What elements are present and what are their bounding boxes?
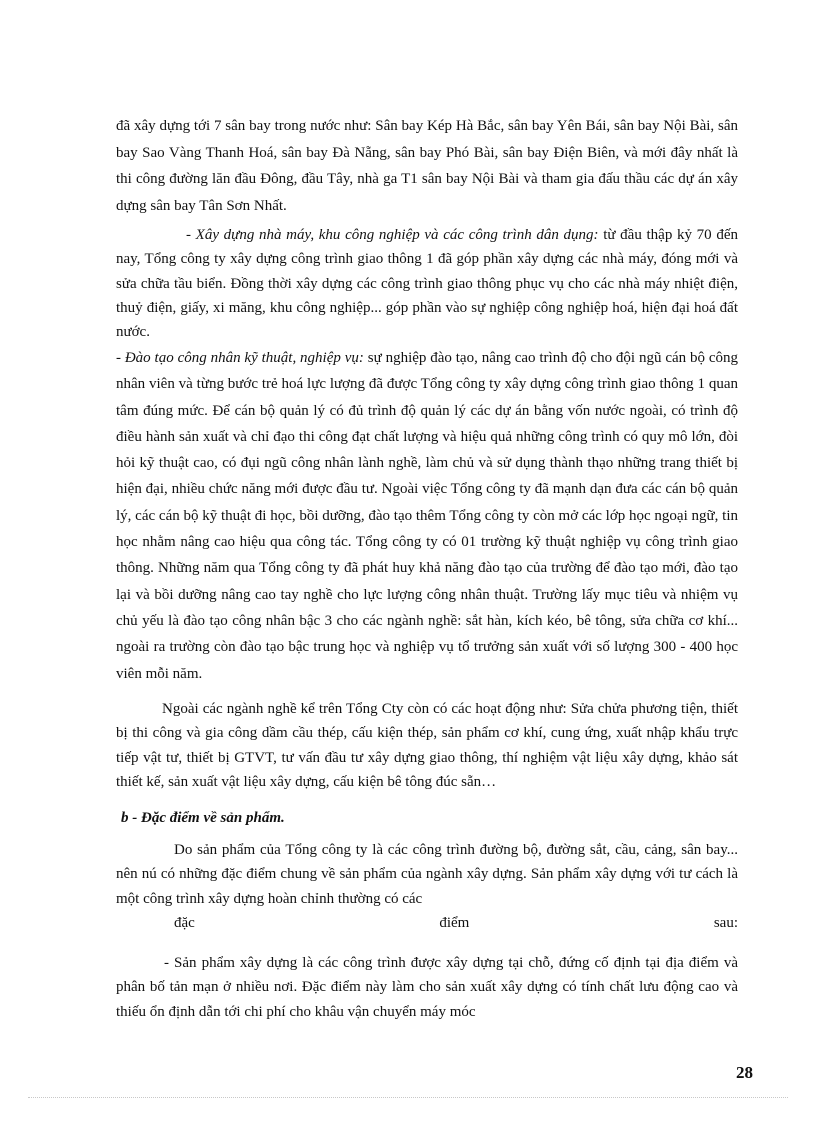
training-lead: - Đào tạo công nhân kỹ thuật, nghiệp vụ: bbox=[116, 350, 364, 366]
paragraph-training bbox=[116, 345, 738, 687]
factories-body: từ đầu thập kỷ 70 đến nay, Tổng công ty xây dựng công trình giao thông 1 đã góp phần xây dựng các nhà máy, đóng mới và sửa chữa tầu biển. Đồng thời xây dựng các công trình giao thông phục vụ cho các nhà máy nhiệt điện, thuỷ điện, giấy, xi măng, khu công nghiệp... góp phần vào sự nghiệp công nghiệp hoá, hiện đại hoá đất nước. bbox=[116, 227, 738, 341]
paragraph-product-intro bbox=[116, 838, 738, 935]
paragraph-airports: đã xây dựng tới 7 sân bay trong nước như: Sân bay Kép Hà Bắc, sân bay Yên Bái, sân bay Nội Bài, sân bay Sao Vàng Thanh Hoá, sân bay Đà Nẵng, sân bay Phó Bài, sân bay Điện Biên, và mới đây nhất là thi công đường lăn đầu Đông, đầu Tây, nhà ga T1 sân bay Nội Bài và tham gia đấu thầu các dự án xây dựng sân bay Tân Sơn Nhất. bbox=[116, 118, 738, 214]
product-intro-text: Do sản phẩm của Tổng công ty là các công trình đường bộ, đường sắt, cầu, cảng, sân bay... nên nú có những đặc điểm chung về sản phẩm của ngành xây dựng. Sản phẩm xây dựng với tư cách là một công trình xây dựng hoàn chỉnh thường có các bbox=[116, 842, 738, 907]
word-diem: điểm bbox=[439, 914, 470, 931]
paragraph-other-activities: Ngoài các ngành nghề kể trên Tổng Cty còn có các hoạt động như: Sửa chửa phương tiện, thiết bị thi công và gia công dầm cầu thép, cấu kiện thép, sản phẩm cơ khí, cung ứng, xuất nhập khẩu trực tiếp vật tư, thiết bị GTVT, tư vấn đầu tư xây dựng giao thông, thí nghiệm vật liệu xây dựng, khảo sát thiết kế, sản xuất vật liệu xây dựng, cấu kiện bê tông đúc sẵn… bbox=[116, 701, 738, 790]
footer-divider bbox=[28, 1097, 788, 1098]
training-body: sự nghiệp đào tạo, nâng cao trình độ cho đội ngũ cán bộ công nhân viên và từng bước trẻ hoá lực lượng đã được Tổng công ty xây dựng công trình giao thông 1 quan tâm đúng mức. Để cán bộ quản lý có đủ trình độ quản lý các dự án bằng vốn nước ngoài, có trình độ điều hành sản xuất và chỉ đạo thi công đạt chất lượng và hiệu quả những công trình có quy mô lớn, đòi hỏi kỹ thuật cao, có đụi ngũ công nhân lành nghề, làm chủ và sử dụng thành thạo những trang thiết bị hiện đại, nhiều chức năng mới được đầu tư. Ngoài việc Tổng công ty đã mạnh dạn đưa các cán bộ quản lý, các cán bộ kỹ thuật đi học, bồi dưỡng, đào tạo thêm Tổng công ty còn mở các lớp học ngoại ngữ, tin học nhằm nâng cao hiệu qua công tác. Tổng công ty có 01 trường kỹ thuật nghiệp vụ công trình giao thông. Những năm qua Tổng công ty đã phát huy khả năng đào tạo của trường để đào tạo mới, đào tạo lại và bồi dưỡng nâng cao tay nghề cho lực lượng công nhân thuật. Trường lấy mục tiêu và nhiệm vụ chủ yếu là đào tạo công nhân bậc 3 cho các ngành nghề: sắt hàn, kích kéo, bê tông, sửa chữa cơ khí... ngoài ra trường còn đào tạo bậc trung học và nghiệp vụ tổ trưởng sản xuất với số lượng 300 - 400 học viên mỗi năm. bbox=[116, 350, 738, 682]
factories-lead: - Xây dựng nhà máy, khu công nghiệp và các công trình dân dụng: bbox=[186, 227, 599, 243]
section-heading-products: b - Đặc điểm về sản phẩm. bbox=[121, 810, 285, 826]
paragraph-product-point: - Sản phẩm xây dựng là các công trình được xây dựng tại chỗ, đứng cố định tại địa điểm và phân bố tản mạn ở nhiều nơi. Đặc điểm này làm cho sản xuất xây dựng có tính chất lưu động cao và thiếu ổn định dẫn tới chi phí cho khâu vận chuyển máy móc bbox=[116, 955, 738, 1020]
page-number: 28 bbox=[736, 1063, 753, 1082]
product-intro-last-line bbox=[116, 911, 738, 935]
paragraph-factories bbox=[116, 223, 738, 344]
word-sau: sau: bbox=[713, 914, 738, 931]
word-dac: đặc bbox=[174, 914, 195, 931]
